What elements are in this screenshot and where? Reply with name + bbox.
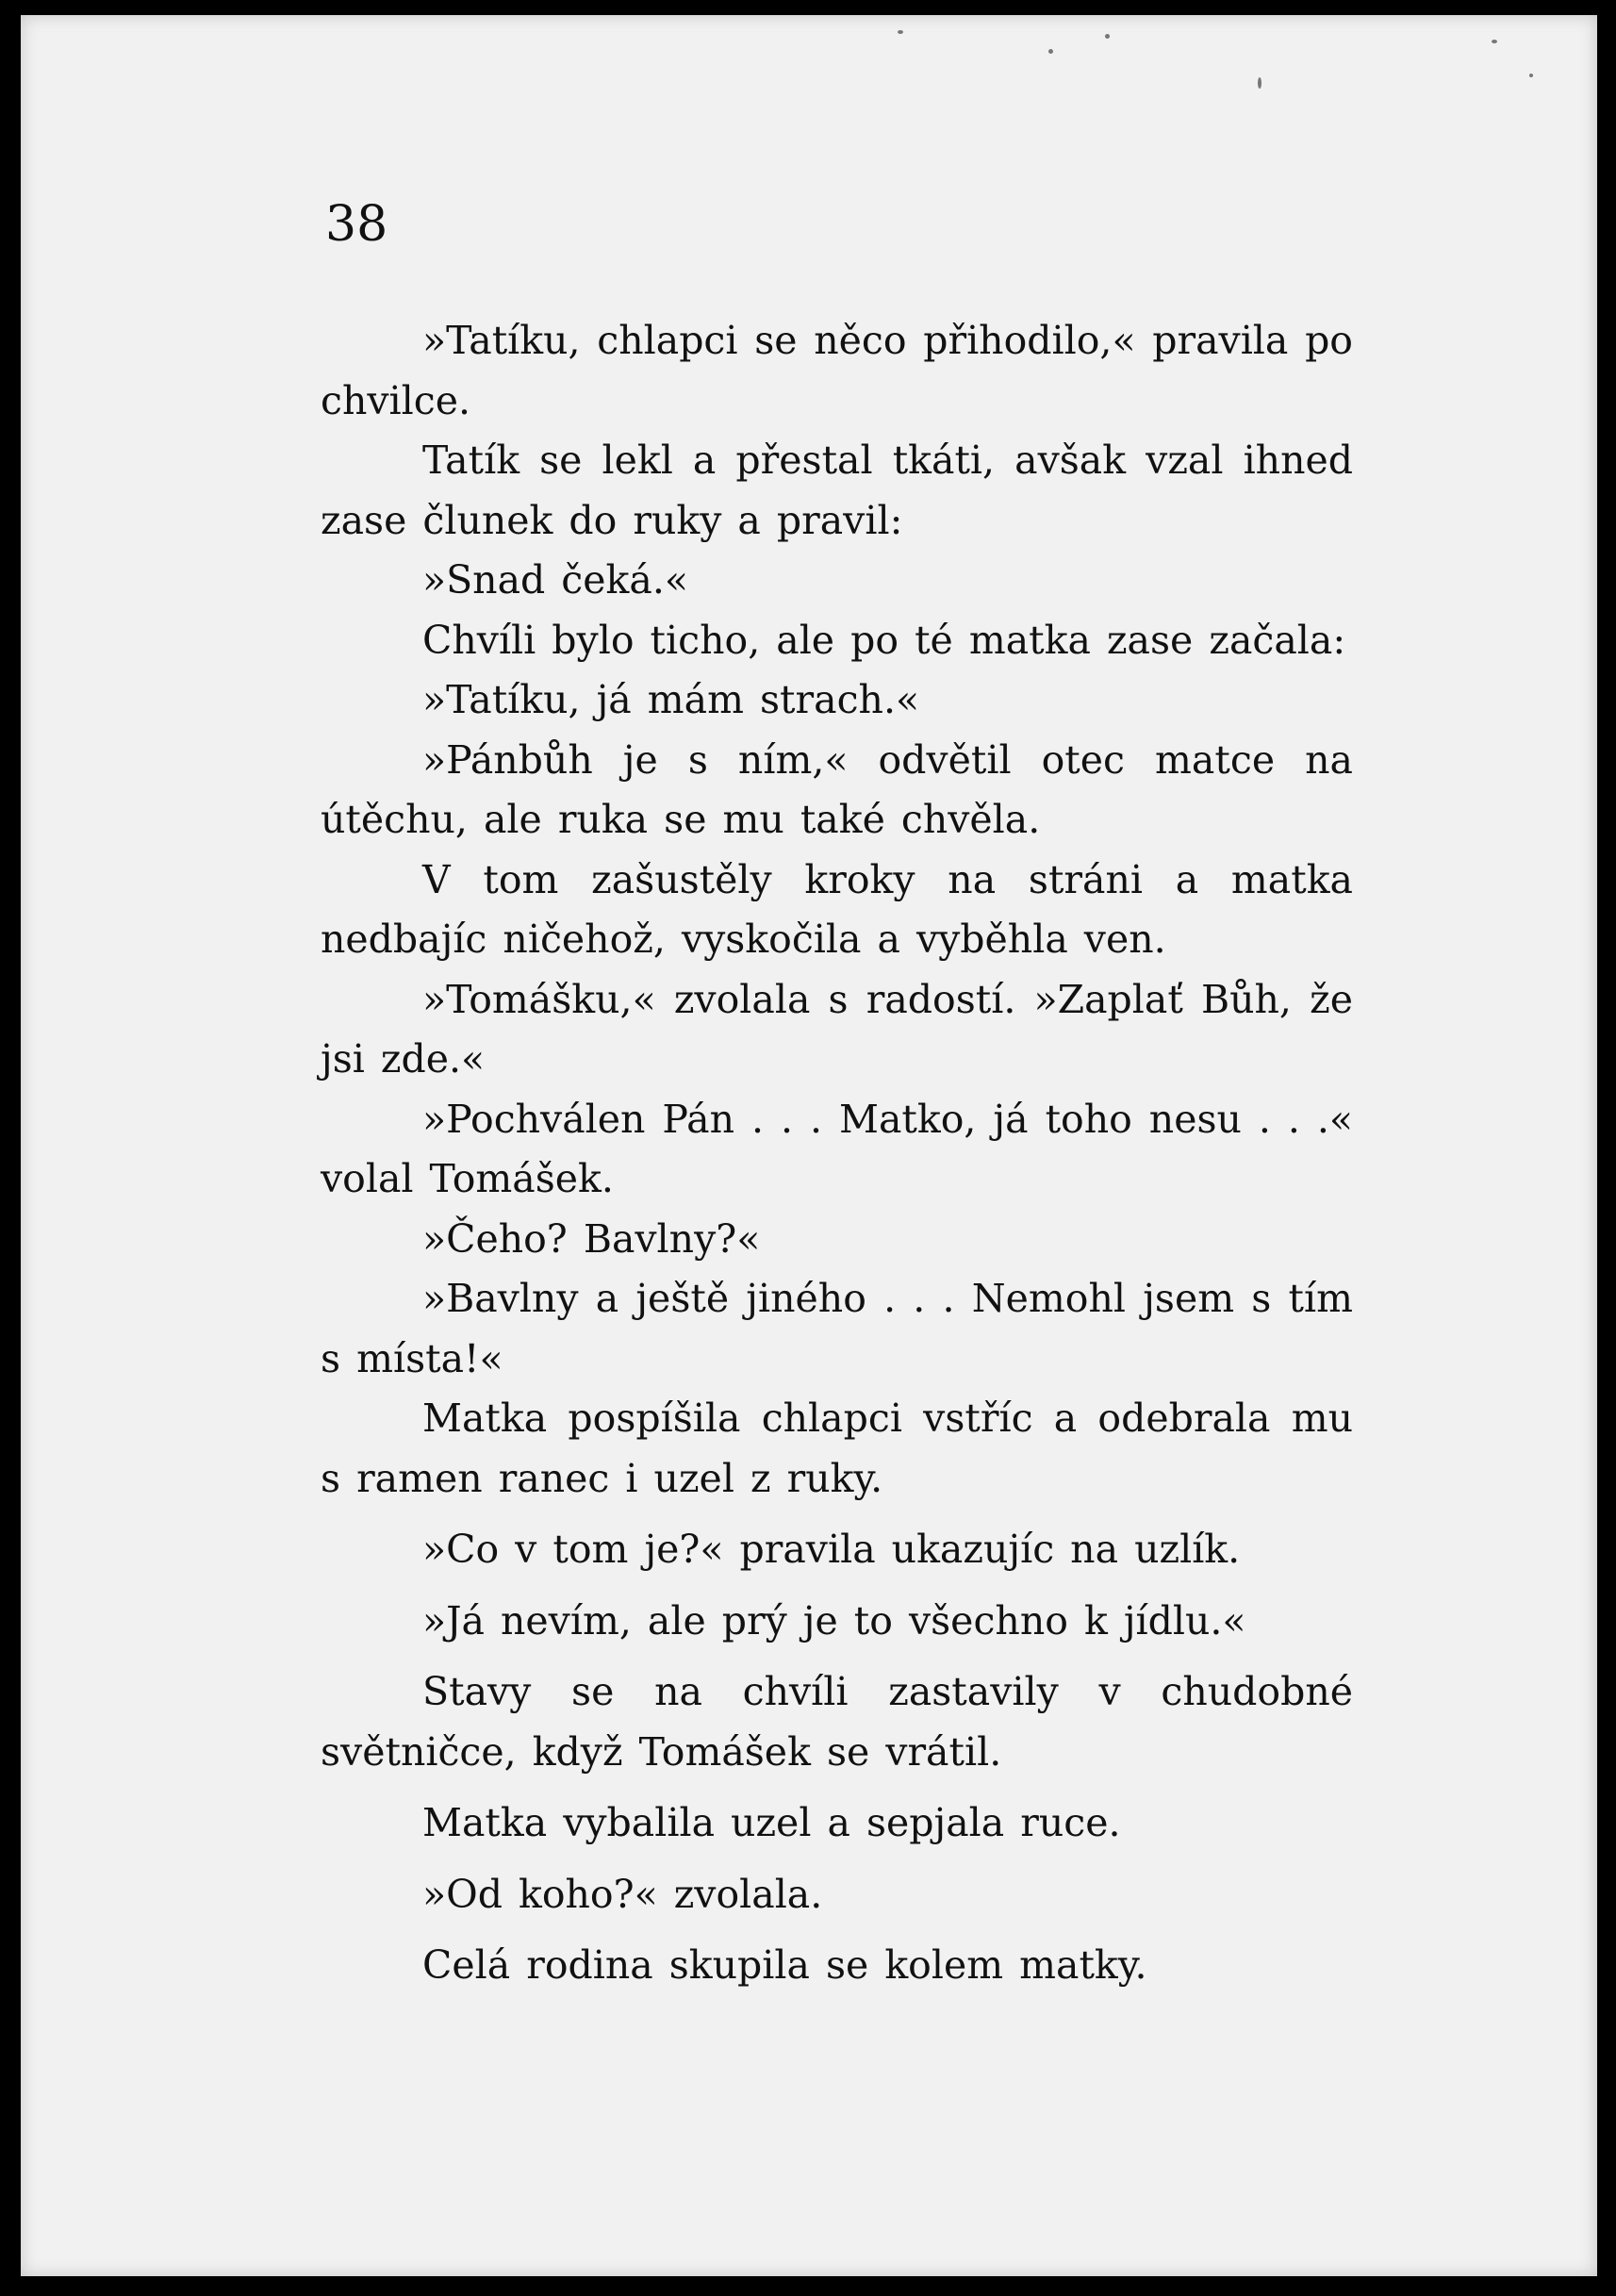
paragraph: Stavy se na chvíli zastavily v chudobné světničce, když Tomášek se vrátil.	[321, 1669, 1353, 1775]
paragraph: »Pánbůh je s ním,« odvětil otec matce na útěchu, ale ruka se mu také chvěla.	[321, 736, 1353, 842]
paper-speck	[1529, 74, 1533, 77]
paper-speck	[1492, 40, 1497, 43]
paragraph: »Co v tom je?« pravila ukazujíc na uzlík.	[422, 1527, 1241, 1572]
paper-speck	[898, 30, 903, 34]
paragraph: »Tatíku, chlapci se něco přihodilo,« pravila po chvilce.	[321, 318, 1353, 423]
page-number: 38	[325, 196, 388, 253]
paragraph: »Tatíku, já mám strach.«	[422, 677, 920, 722]
paragraph: »Od koho?« zvolala.	[422, 1871, 823, 1917]
paragraph: Matka vybalila uzel a sepjala ruce.	[422, 1800, 1121, 1845]
paragraph: »Bavlny a ještě jiného . . . Nemohl jsem s tím s místa!«	[321, 1276, 1353, 1381]
paper-speck	[1048, 49, 1053, 54]
paragraph: Celá rodina skupila se kolem matky.	[422, 1942, 1147, 1988]
paragraph: V tom zašustěly kroky na stráni a matka nedbajíc ničehož, vyskočila a vyběhla ven.	[321, 856, 1353, 962]
paragraph: »Pochválen Pán . . . Matko, já toho nesu . . .« volal Tomášek.	[321, 1096, 1353, 1201]
paragraph: »Tomášku,« zvolala s radostí. »Zaplať Bůh, že jsi zde.«	[321, 976, 1353, 1082]
paragraph: »Snad čeká.«	[422, 557, 688, 603]
paragraph: Chvíli bylo ticho, ale po té matka zase začala:	[422, 617, 1346, 663]
body-text	[321, 311, 1353, 1996]
paragraph: Matka pospíšila chlapci vstříc a odebrala mu s ramen ranec i uzel z ruky.	[321, 1396, 1353, 1501]
paper-speck	[1105, 34, 1110, 39]
paragraph: »Čeho? Bavlny?«	[422, 1215, 761, 1262]
paragraph: Tatík se lekl a přestal tkáti, avšak vzal ihned zase člunek do ruky a pravil:	[321, 438, 1353, 543]
paragraph: »Já nevím, ale prý je to všechno k jídlu.«	[422, 1597, 1246, 1644]
paper-speck	[1258, 77, 1261, 89]
